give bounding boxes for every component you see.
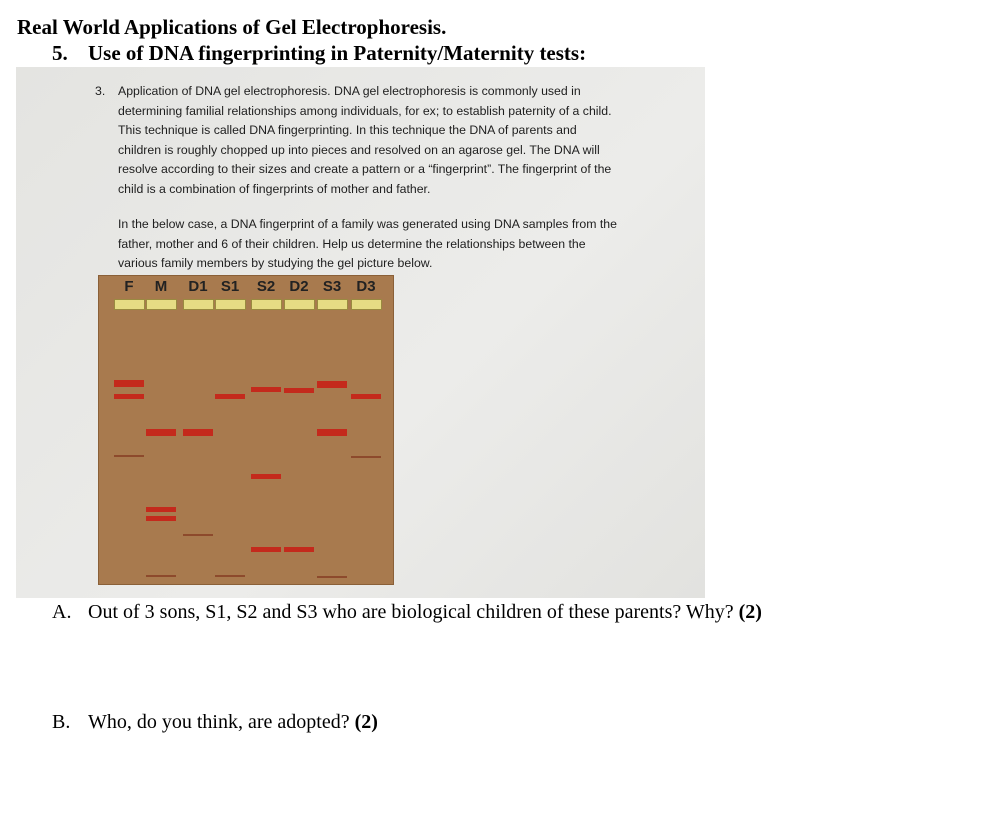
text-line: Application of DNA gel electrophoresis. DNA gel electrophoresis is commonly used in (118, 84, 581, 98)
dna-band (114, 394, 144, 399)
dna-band (114, 455, 144, 457)
dna-band (284, 547, 314, 552)
lane-label: M (154, 278, 168, 295)
lane-label: S1 (220, 278, 240, 295)
text-line: various family members by studying the gel picture below. (118, 256, 433, 270)
gel-well (114, 299, 145, 310)
dna-band (183, 534, 213, 536)
question-a (52, 601, 762, 624)
lane-label: S3 (322, 278, 342, 295)
dna-band (284, 388, 314, 393)
gel-well (146, 299, 177, 310)
question-letter: B. (52, 711, 71, 733)
gel-well (317, 299, 348, 310)
worksheet-photo (16, 67, 705, 598)
lane-label: D2 (289, 278, 309, 295)
dna-band (251, 547, 281, 552)
section-text: Use of DNA fingerprinting in Paternity/Maternity tests: (88, 41, 587, 65)
dna-band (351, 456, 381, 458)
section-heading (52, 41, 586, 66)
dna-band (251, 474, 281, 479)
question-points: (2) (738, 601, 762, 623)
lane-label: D3 (356, 278, 376, 295)
item-number: 3. (95, 84, 106, 98)
text-line: children is roughly chopped up into pieces and resolved on an agarose gel. The DNA will (118, 142, 600, 157)
dna-band (114, 380, 144, 387)
gel-well (215, 299, 246, 310)
question-text: Who, do you think, are adopted? (88, 711, 355, 733)
question-text: Out of 3 sons, S1, S2 and S3 who are biological children of these parents? Why? (88, 601, 739, 623)
gel-well (351, 299, 382, 310)
dna-band (146, 575, 176, 577)
dna-band (183, 429, 213, 436)
paragraph-1 (118, 82, 612, 199)
dna-band (317, 576, 347, 578)
dna-band (317, 429, 347, 436)
text-line: determining familial relationships among individuals, for ex; to establish paternity of a child. (118, 103, 612, 118)
text-line: child is a combination of fingerprints of mother and father. (118, 181, 431, 196)
question-letter: A. (52, 601, 72, 623)
lane-label: D1 (188, 278, 208, 295)
text-line: resolve according to their sizes and create a pattern or a “fingerprint”. The fingerprint of the (118, 162, 612, 176)
dna-band (146, 429, 176, 436)
question-b (52, 711, 378, 734)
dna-band (146, 507, 176, 512)
text-line: This technique is called DNA fingerprinting. In this technique the DNA of parents and (118, 123, 577, 137)
lane-label: S2 (256, 278, 276, 295)
section-number: 5. (52, 41, 68, 65)
page-title: Real World Applications of Gel Electrophoresis. (17, 15, 447, 39)
dna-band (215, 394, 245, 399)
dna-band (146, 516, 176, 521)
lane-label: F (124, 278, 134, 295)
gel-image (98, 275, 394, 585)
text-line: In the below case, a DNA fingerprint of a family was generated using DNA samples from the (118, 217, 617, 231)
dna-band (215, 575, 245, 577)
gel-well (183, 299, 214, 310)
dna-band (317, 381, 347, 388)
dna-band (351, 394, 381, 399)
dna-band (251, 387, 281, 392)
text-line: father, mother and 6 of their children. Help us determine the relationships between the (118, 236, 586, 251)
gel-well (284, 299, 315, 310)
question-points: (2) (354, 711, 378, 733)
gel-well (251, 299, 282, 310)
paragraph-2 (118, 215, 617, 274)
